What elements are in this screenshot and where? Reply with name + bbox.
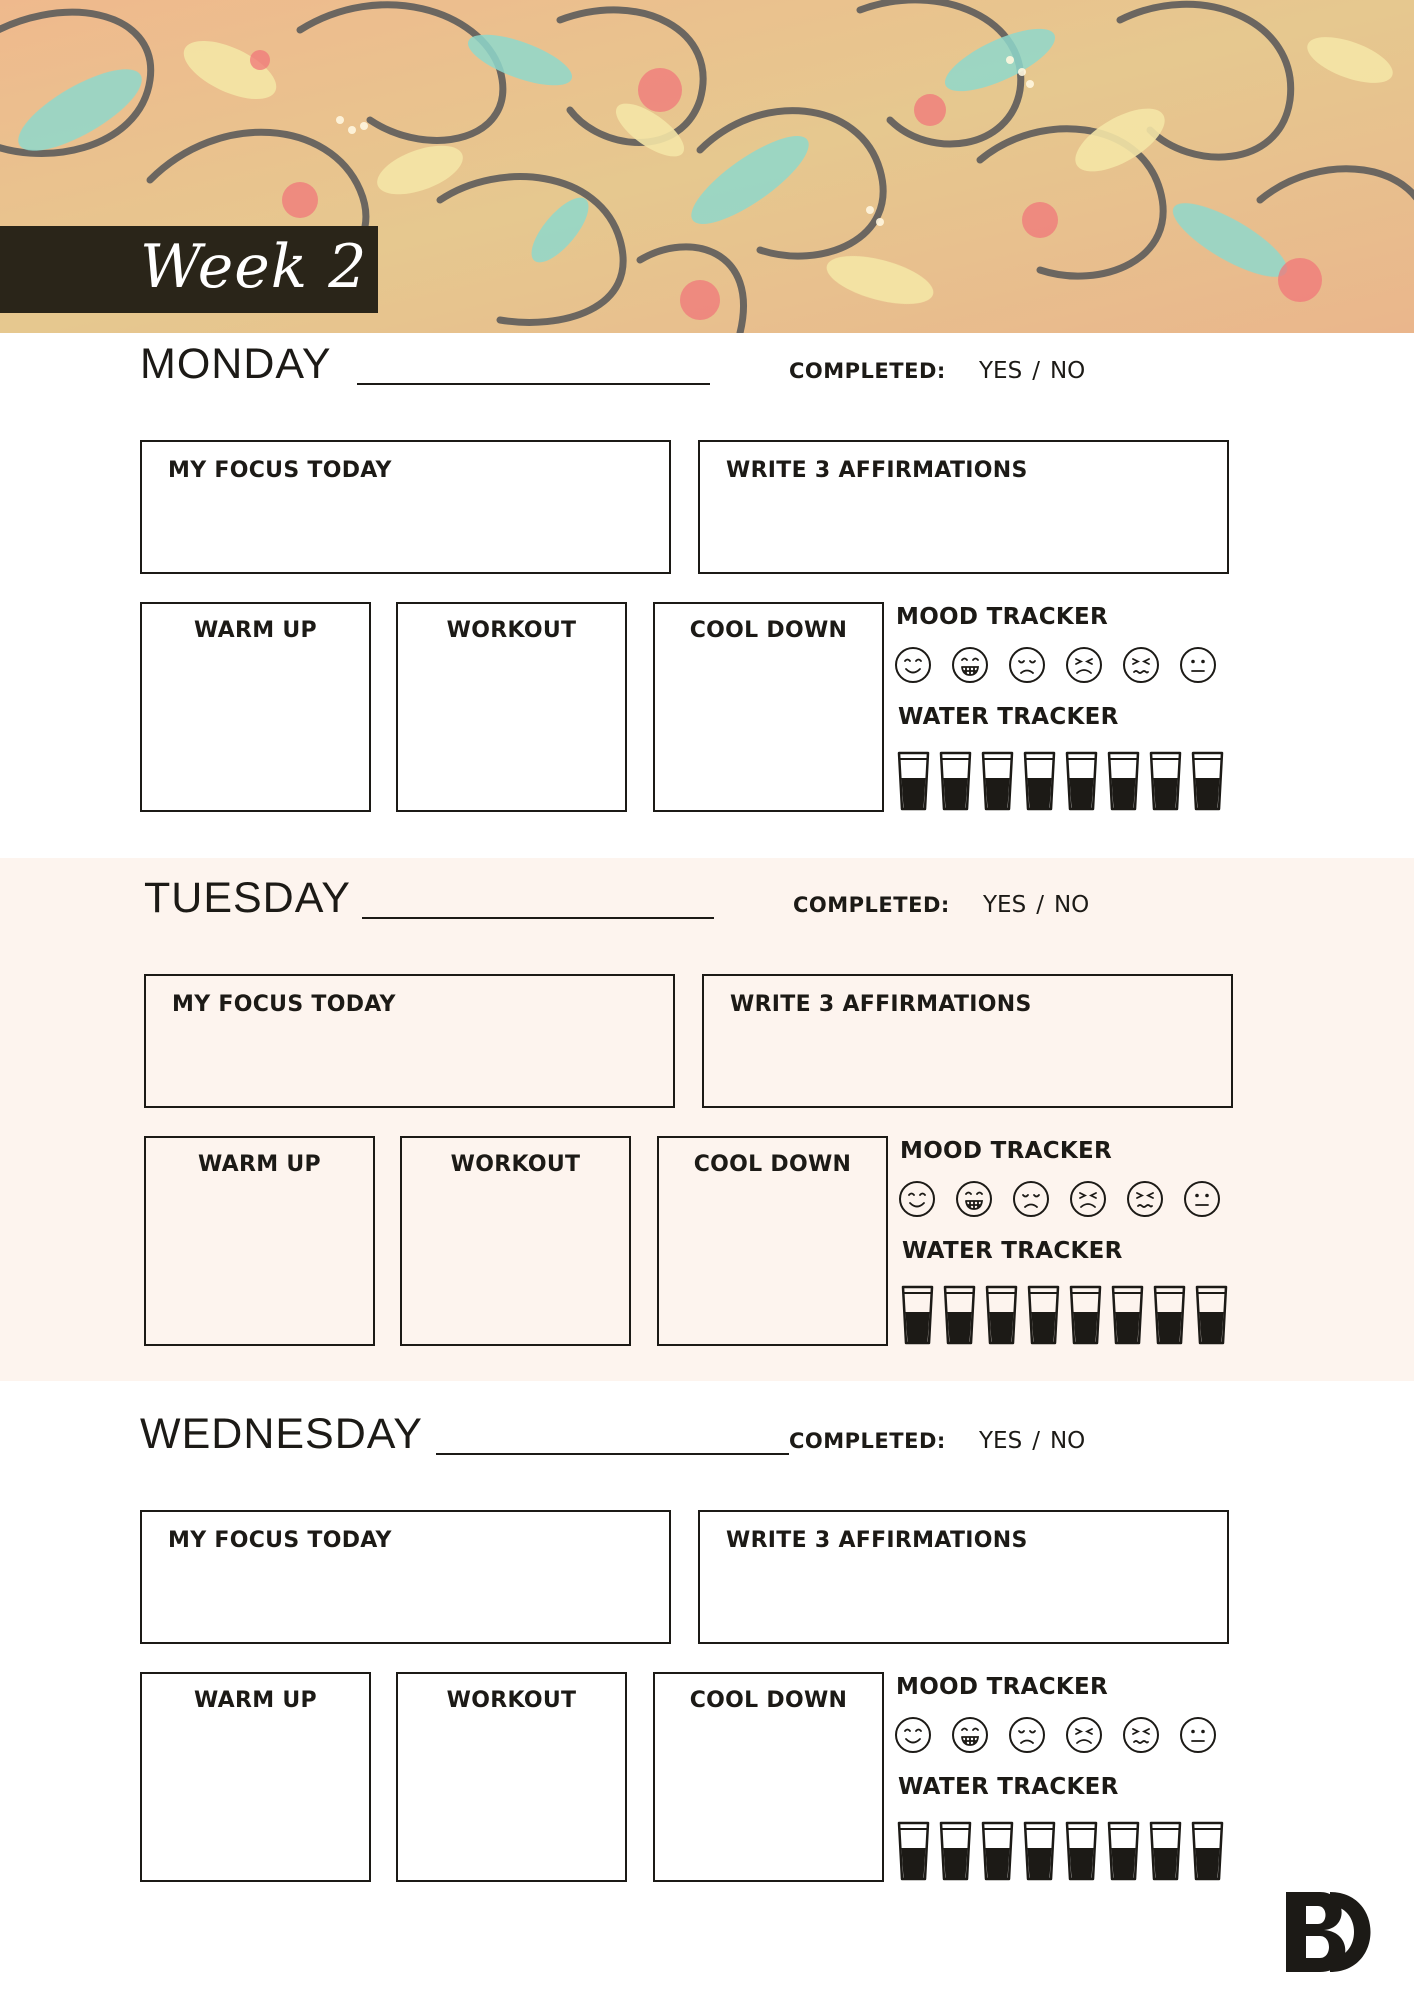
- completed-yes-option[interactable]: YES: [979, 358, 1023, 384]
- completed-yes-option[interactable]: YES: [979, 1428, 1023, 1454]
- sad-face-icon[interactable]: [1008, 1716, 1046, 1754]
- completed-label: COMPLETED:: [789, 1429, 946, 1453]
- warm-up-box[interactable]: [144, 1136, 375, 1346]
- day-section-wednesday: [0, 1410, 1414, 1910]
- water-glass-icon[interactable]: [1065, 1820, 1098, 1881]
- smile-face-icon[interactable]: [894, 1716, 932, 1754]
- warm-up-label: WARM UP: [194, 618, 317, 643]
- water-glass-icon[interactable]: [1107, 750, 1140, 811]
- sad-face-icon[interactable]: [1012, 1180, 1050, 1218]
- cool-down-label: COOL DOWN: [693, 1152, 852, 1177]
- water-glass-icon[interactable]: [1065, 750, 1098, 811]
- frustrated-face-icon[interactable]: [1069, 1180, 1107, 1218]
- workout-box[interactable]: [400, 1136, 631, 1346]
- mood-tracker-label: MOOD TRACKER: [896, 604, 1109, 630]
- sad-face-icon[interactable]: [1008, 646, 1046, 684]
- day-name: MONDAY: [140, 340, 332, 388]
- water-glass-icon[interactable]: [1111, 1284, 1144, 1345]
- water-tracker-label: WATER TRACKER: [902, 1238, 1123, 1264]
- frustrated-face-icon[interactable]: [1065, 646, 1103, 684]
- completed-yes-no: [979, 1428, 1085, 1454]
- completed-no-option[interactable]: NO: [1053, 892, 1090, 918]
- my-focus-today-box[interactable]: [144, 974, 675, 1108]
- mood-tracker-label: MOOD TRACKER: [896, 1674, 1109, 1700]
- smile-face-icon[interactable]: [894, 646, 932, 684]
- smile-face-icon[interactable]: [898, 1180, 936, 1218]
- my-focus-today-label: MY FOCUS TODAY: [172, 992, 396, 1017]
- warm-up-box[interactable]: [140, 1672, 371, 1882]
- my-focus-today-box[interactable]: [140, 1510, 671, 1644]
- completed-yes-option[interactable]: YES: [983, 892, 1027, 918]
- frustrated-face-icon[interactable]: [1065, 1716, 1103, 1754]
- water-glass-icon[interactable]: [897, 750, 930, 811]
- date-field-line[interactable]: [436, 1453, 789, 1455]
- completed-separator: /: [1032, 358, 1040, 384]
- write-affirmations-box[interactable]: [702, 974, 1233, 1108]
- cool-down-box[interactable]: [653, 602, 884, 812]
- my-focus-today-box[interactable]: [140, 440, 671, 574]
- date-field-line[interactable]: [362, 917, 714, 919]
- neutral-face-icon[interactable]: [1179, 1716, 1217, 1754]
- water-glass-icon[interactable]: [1027, 1284, 1060, 1345]
- cool-down-label: COOL DOWN: [689, 1688, 848, 1713]
- week-title: Week 2: [140, 232, 368, 302]
- water-glass-icon[interactable]: [1069, 1284, 1102, 1345]
- worried-face-icon[interactable]: [1126, 1180, 1164, 1218]
- completed-label: COMPLETED:: [793, 893, 950, 917]
- water-glass-icon[interactable]: [1191, 1820, 1224, 1881]
- water-glass-icon[interactable]: [1195, 1284, 1228, 1345]
- worried-face-icon[interactable]: [1122, 1716, 1160, 1754]
- completed-yes-no: [979, 358, 1085, 384]
- date-field-line[interactable]: [357, 383, 710, 385]
- write-affirmations-box[interactable]: [698, 1510, 1229, 1644]
- workout-box[interactable]: [396, 602, 627, 812]
- water-glass-icon[interactable]: [981, 750, 1014, 811]
- workout-label: WORKOUT: [450, 1152, 581, 1177]
- day-section-tuesday: [4, 874, 1414, 1374]
- water-tracker-label: WATER TRACKER: [898, 1774, 1119, 1800]
- day-name: TUESDAY: [144, 874, 351, 922]
- cool-down-box[interactable]: [653, 1672, 884, 1882]
- bd-monogram-logo: [1266, 1880, 1386, 1980]
- water-glass-icon[interactable]: [1023, 1820, 1056, 1881]
- water-glass-icon[interactable]: [939, 750, 972, 811]
- completed-no-option[interactable]: NO: [1049, 1428, 1086, 1454]
- completed-separator: /: [1036, 892, 1044, 918]
- week-title-tag: [0, 226, 378, 313]
- warm-up-label: WARM UP: [194, 1688, 317, 1713]
- day-section-monday: [0, 340, 1414, 840]
- cool-down-box[interactable]: [657, 1136, 888, 1346]
- water-glass-icon[interactable]: [1149, 750, 1182, 811]
- workout-box[interactable]: [396, 1672, 627, 1882]
- grin-face-icon[interactable]: [951, 1716, 989, 1754]
- water-glass-icon[interactable]: [981, 1820, 1014, 1881]
- completed-label: COMPLETED:: [789, 359, 946, 383]
- water-glass-icon[interactable]: [1153, 1284, 1186, 1345]
- completed-no-option[interactable]: NO: [1049, 358, 1086, 384]
- write-affirmations-label: WRITE 3 AFFIRMATIONS: [730, 992, 1032, 1017]
- neutral-face-icon[interactable]: [1183, 1180, 1221, 1218]
- workout-label: WORKOUT: [446, 618, 577, 643]
- water-glass-icon[interactable]: [943, 1284, 976, 1345]
- grin-face-icon[interactable]: [955, 1180, 993, 1218]
- day-name: WEDNESDAY: [140, 1410, 423, 1458]
- write-affirmations-label: WRITE 3 AFFIRMATIONS: [726, 1528, 1028, 1553]
- water-glass-icon[interactable]: [1023, 750, 1056, 811]
- water-glass-icon[interactable]: [939, 1820, 972, 1881]
- write-affirmations-box[interactable]: [698, 440, 1229, 574]
- warm-up-box[interactable]: [140, 602, 371, 812]
- completed-yes-no: [983, 892, 1089, 918]
- worried-face-icon[interactable]: [1122, 646, 1160, 684]
- completed-separator: /: [1032, 1428, 1040, 1454]
- water-glass-icon[interactable]: [1107, 1820, 1140, 1881]
- cool-down-label: COOL DOWN: [689, 618, 848, 643]
- my-focus-today-label: MY FOCUS TODAY: [168, 1528, 392, 1553]
- water-tracker-label: WATER TRACKER: [898, 704, 1119, 730]
- neutral-face-icon[interactable]: [1179, 646, 1217, 684]
- water-glass-icon[interactable]: [985, 1284, 1018, 1345]
- my-focus-today-label: MY FOCUS TODAY: [168, 458, 392, 483]
- water-glass-icon[interactable]: [1149, 1820, 1182, 1881]
- water-glass-icon[interactable]: [1191, 750, 1224, 811]
- mood-tracker-label: MOOD TRACKER: [900, 1138, 1113, 1164]
- workout-label: WORKOUT: [446, 1688, 577, 1713]
- water-glass-icon[interactable]: [897, 1820, 930, 1881]
- grin-face-icon[interactable]: [951, 646, 989, 684]
- water-glass-icon[interactable]: [901, 1284, 934, 1345]
- warm-up-label: WARM UP: [198, 1152, 321, 1177]
- write-affirmations-label: WRITE 3 AFFIRMATIONS: [726, 458, 1028, 483]
